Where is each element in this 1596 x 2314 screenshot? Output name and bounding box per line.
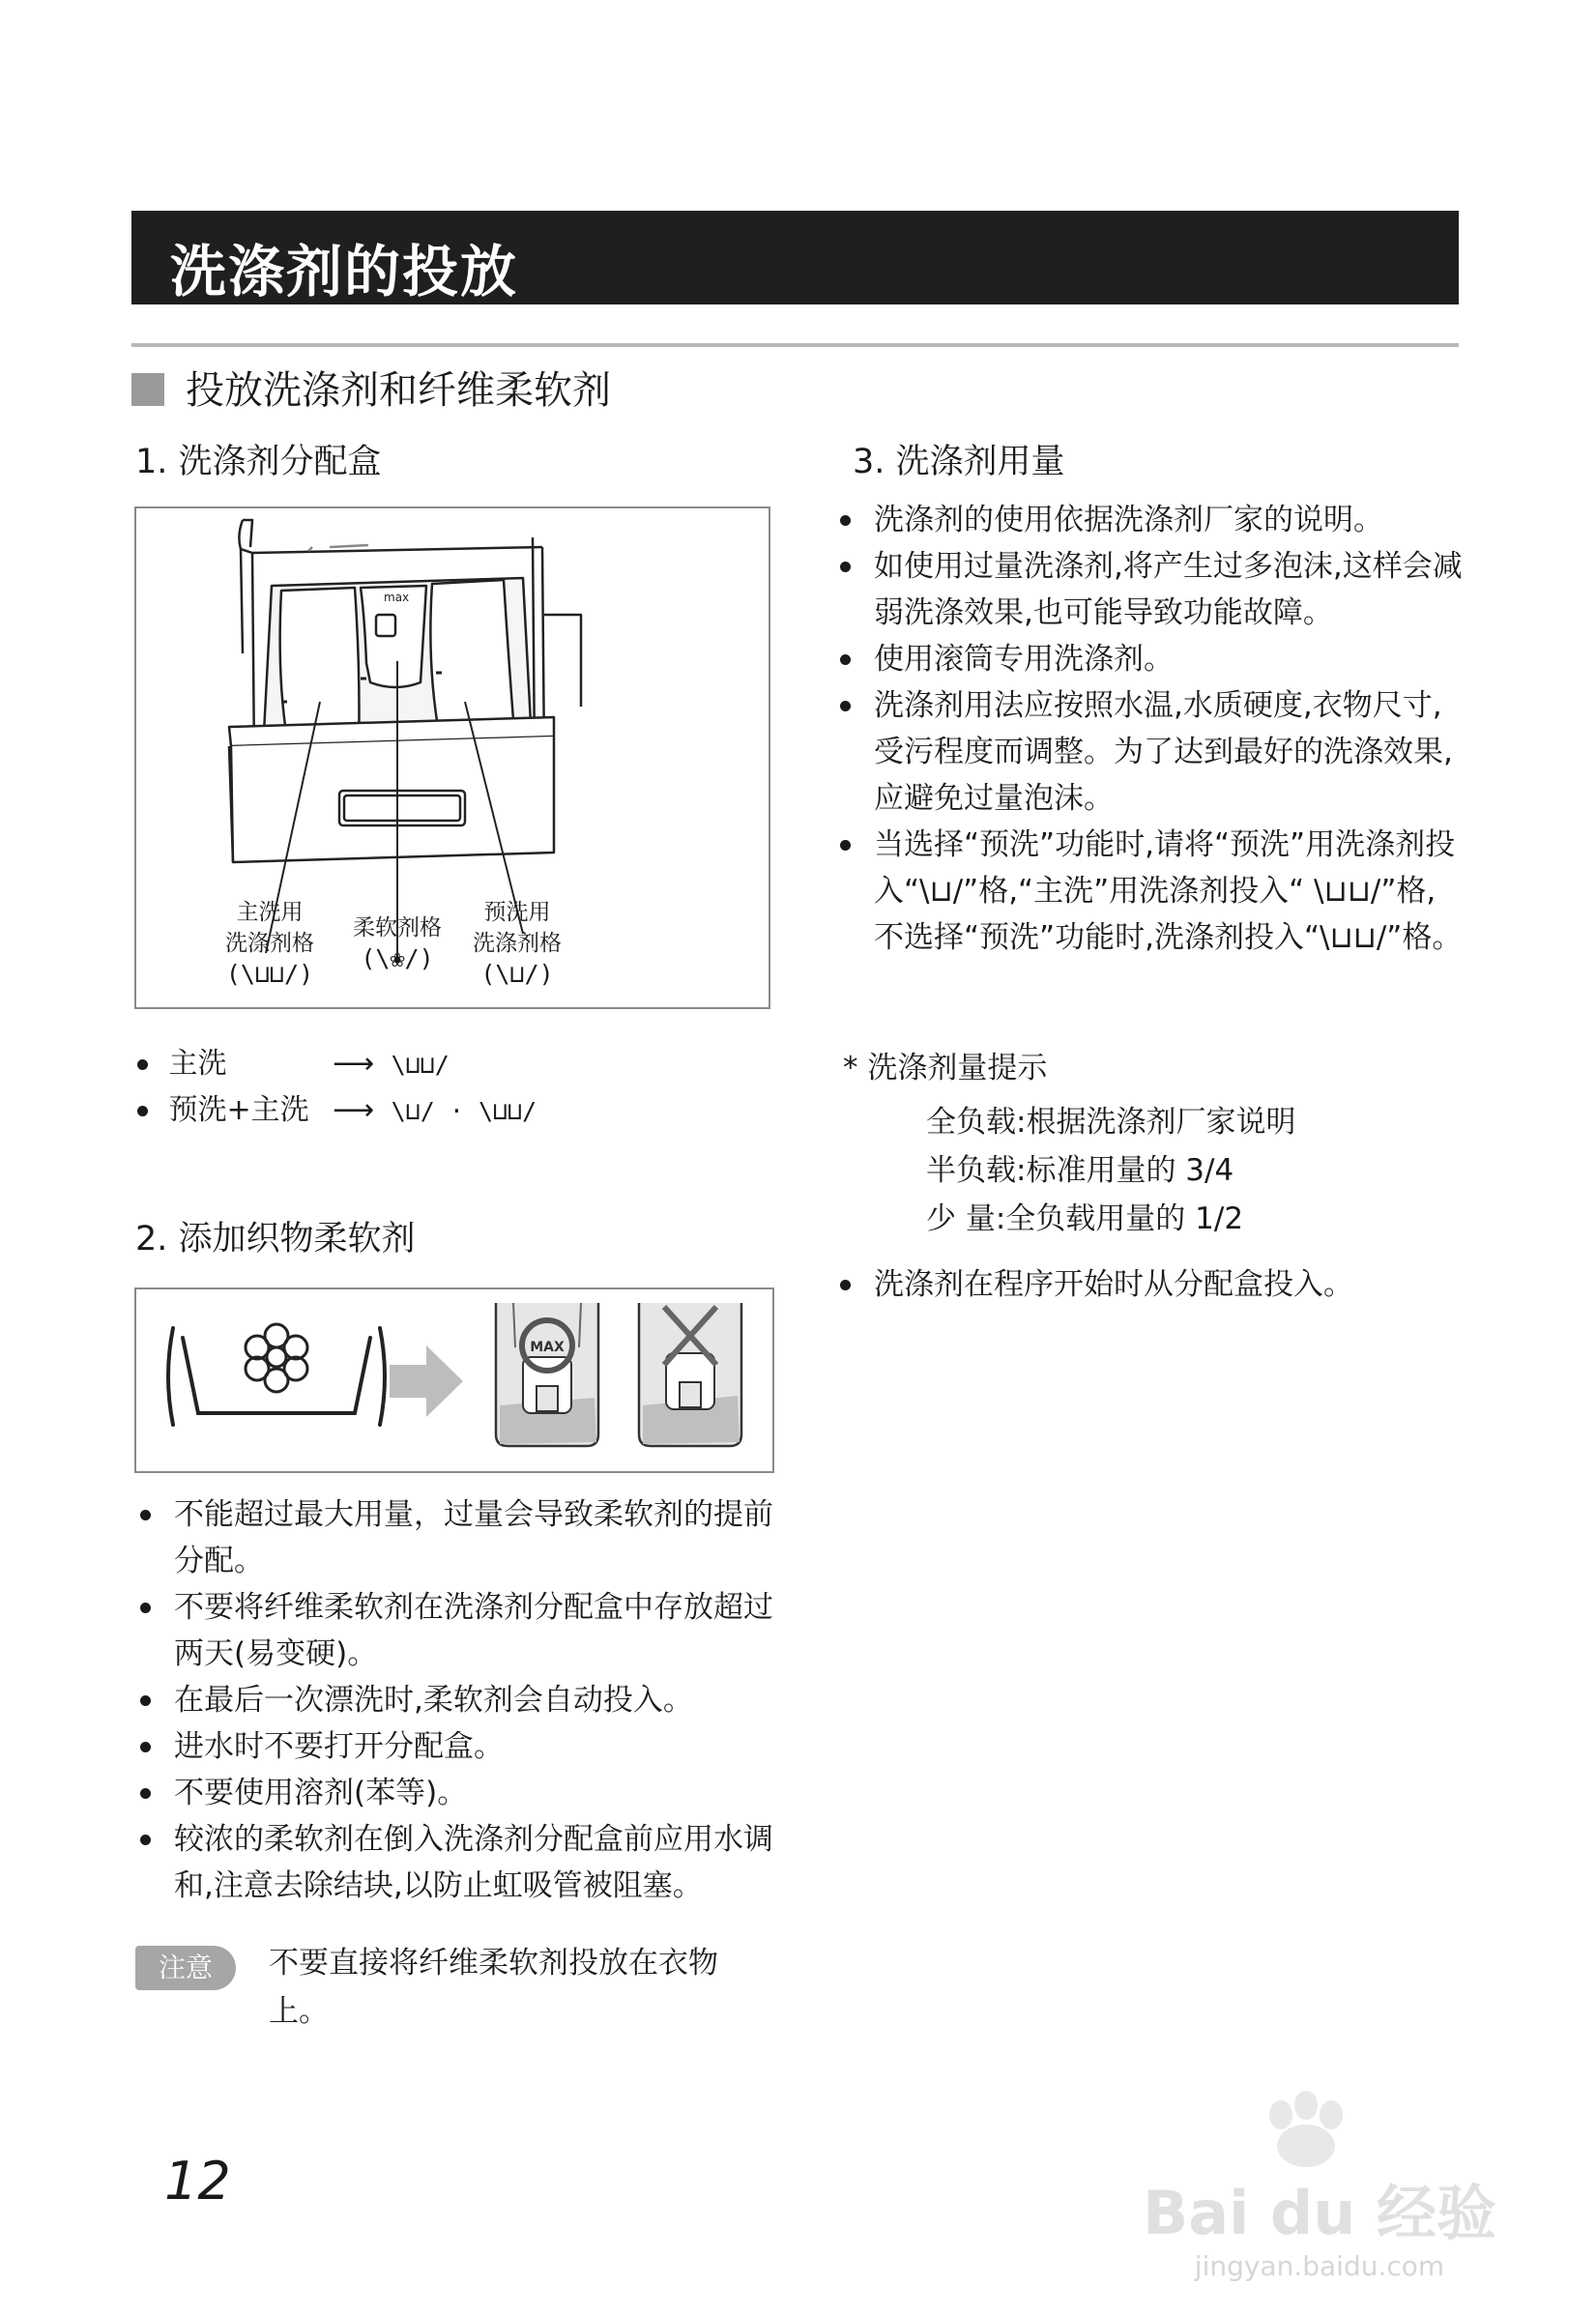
arrow-right-icon	[390, 1345, 463, 1417]
main-wash-symbol: (\⊔⊔/)	[225, 960, 314, 988]
arrow-icon: ⟶	[333, 1047, 375, 1081]
bullet-dot	[137, 1059, 148, 1070]
page-number: 12	[164, 2151, 231, 2212]
overfill-crossed-icon	[639, 1303, 741, 1446]
bullet-dot	[137, 1106, 148, 1116]
dispenser-diagram-box	[134, 506, 770, 1009]
tip-item: 半负载:标准用量的 3/4	[926, 1153, 1234, 1188]
final-bullet-list	[837, 1261, 1465, 1308]
label-line: 洗涤剂格	[473, 931, 562, 956]
list-item: 洗涤剂在程序开始时从分配盒投入。	[837, 1261, 1465, 1308]
tip-item: 全负载:根据洗涤剂厂家说明	[926, 1105, 1296, 1140]
part3-heading: 3. 洗涤剂用量	[853, 443, 1065, 481]
list-item: 较浓的柔软剂在倒入洗涤剂分配盒前应用水调和,注意去除结块,以防止虹吸管被阻塞。	[137, 1816, 775, 1909]
main-wash-compartment-label	[212, 897, 328, 990]
mode-symbol: \⊔/ · \⊔⊔/	[391, 1097, 537, 1125]
mode-name: 预洗+主洗	[168, 1093, 309, 1127]
dosage-bullets	[837, 497, 1465, 961]
tips-heading: * 洗涤剂量提示	[843, 1051, 1048, 1085]
list-item: 进水时不要打开分配盒。	[137, 1723, 775, 1770]
max-label: MAX	[530, 1340, 565, 1355]
softener-diagram-box	[134, 1287, 774, 1473]
list-item: 洗涤剂用法应按照水温,水质硬度,衣物尺寸,受污程度而调整。为了达到最好的洗涤效果,应避免过量泡沫。	[837, 682, 1465, 822]
list-item: 如使用过量洗涤剂,将产生过多泡沫,这样会减弱洗涤效果,也可能导致功能故障。	[837, 543, 1465, 636]
tips-list	[926, 1098, 1295, 1243]
part1-heading: 1. 洗涤剂分配盒	[135, 443, 382, 481]
baidu-watermark	[1136, 2088, 1503, 2291]
section-marker	[131, 373, 164, 406]
page-title-bar	[131, 211, 1459, 304]
label-line: 洗涤剂格	[225, 931, 314, 956]
prewash-compartment-label	[459, 897, 575, 990]
softener-symbol: (\❀/)	[361, 944, 434, 972]
section-title: 投放洗涤剂和纤维柔软剂	[186, 368, 611, 413]
list-item: 在最后一次漂洗时,柔软剂会自动投入。	[137, 1677, 775, 1723]
max-mark: max	[384, 591, 410, 604]
softener-compartment-label	[339, 912, 455, 974]
list-item: 不能超过最大用量，过量会导致柔软剂的提前分配。	[137, 1491, 775, 1584]
label-line: 预洗用	[483, 900, 551, 925]
page-title: 洗涤剂的投放	[170, 239, 519, 304]
softener-drawing	[136, 1289, 772, 1471]
flower-icon	[246, 1324, 307, 1392]
label-line: 柔软剂格	[353, 915, 442, 940]
mode-name: 主洗	[168, 1047, 227, 1081]
list-item: 当选择“预洗”功能时,请将“预洗”用洗涤剂投入“\⊔/”格,“主洗”用洗涤剂投入“ \⊔⊔/”格,不选择“预洗”功能时,洗涤剂投入“\⊔⊔/”格。	[837, 822, 1465, 961]
mode-symbol: \⊔⊔/	[391, 1051, 450, 1079]
tip-item: 少 量:全负载用量的 1/2	[926, 1201, 1244, 1236]
mode-main-wash	[137, 1041, 450, 1088]
part2-heading: 2. 添加织物柔软剂	[135, 1220, 416, 1258]
watermark-url: jingyan.baidu.com	[1194, 2250, 1445, 2282]
list-item: 使用滚筒专用洗涤剂。	[837, 636, 1465, 682]
mode-prewash-main	[137, 1087, 537, 1135]
caution-text: 不要直接将纤维柔软剂投放在衣物上。	[269, 1946, 718, 2029]
list-item: 洗涤剂的使用依据洗涤剂厂家的说明。	[837, 497, 1465, 543]
list-item: 不要使用溶剂(苯等)。	[137, 1770, 775, 1816]
prewash-symbol: (\⊔/)	[480, 960, 554, 988]
arrow-icon: ⟶	[333, 1093, 375, 1127]
divider	[131, 343, 1459, 347]
softener-bullets	[137, 1491, 775, 1909]
watermark-brand: Bai du 经验	[1142, 2178, 1497, 2248]
list-item: 不要将纤维柔软剂在洗涤剂分配盒中存放超过两天(易变硬)。	[137, 1584, 775, 1677]
label-line: 主洗用	[236, 900, 304, 925]
max-compartment-icon	[496, 1303, 598, 1446]
caution-badge: 注意	[135, 1946, 236, 1990]
